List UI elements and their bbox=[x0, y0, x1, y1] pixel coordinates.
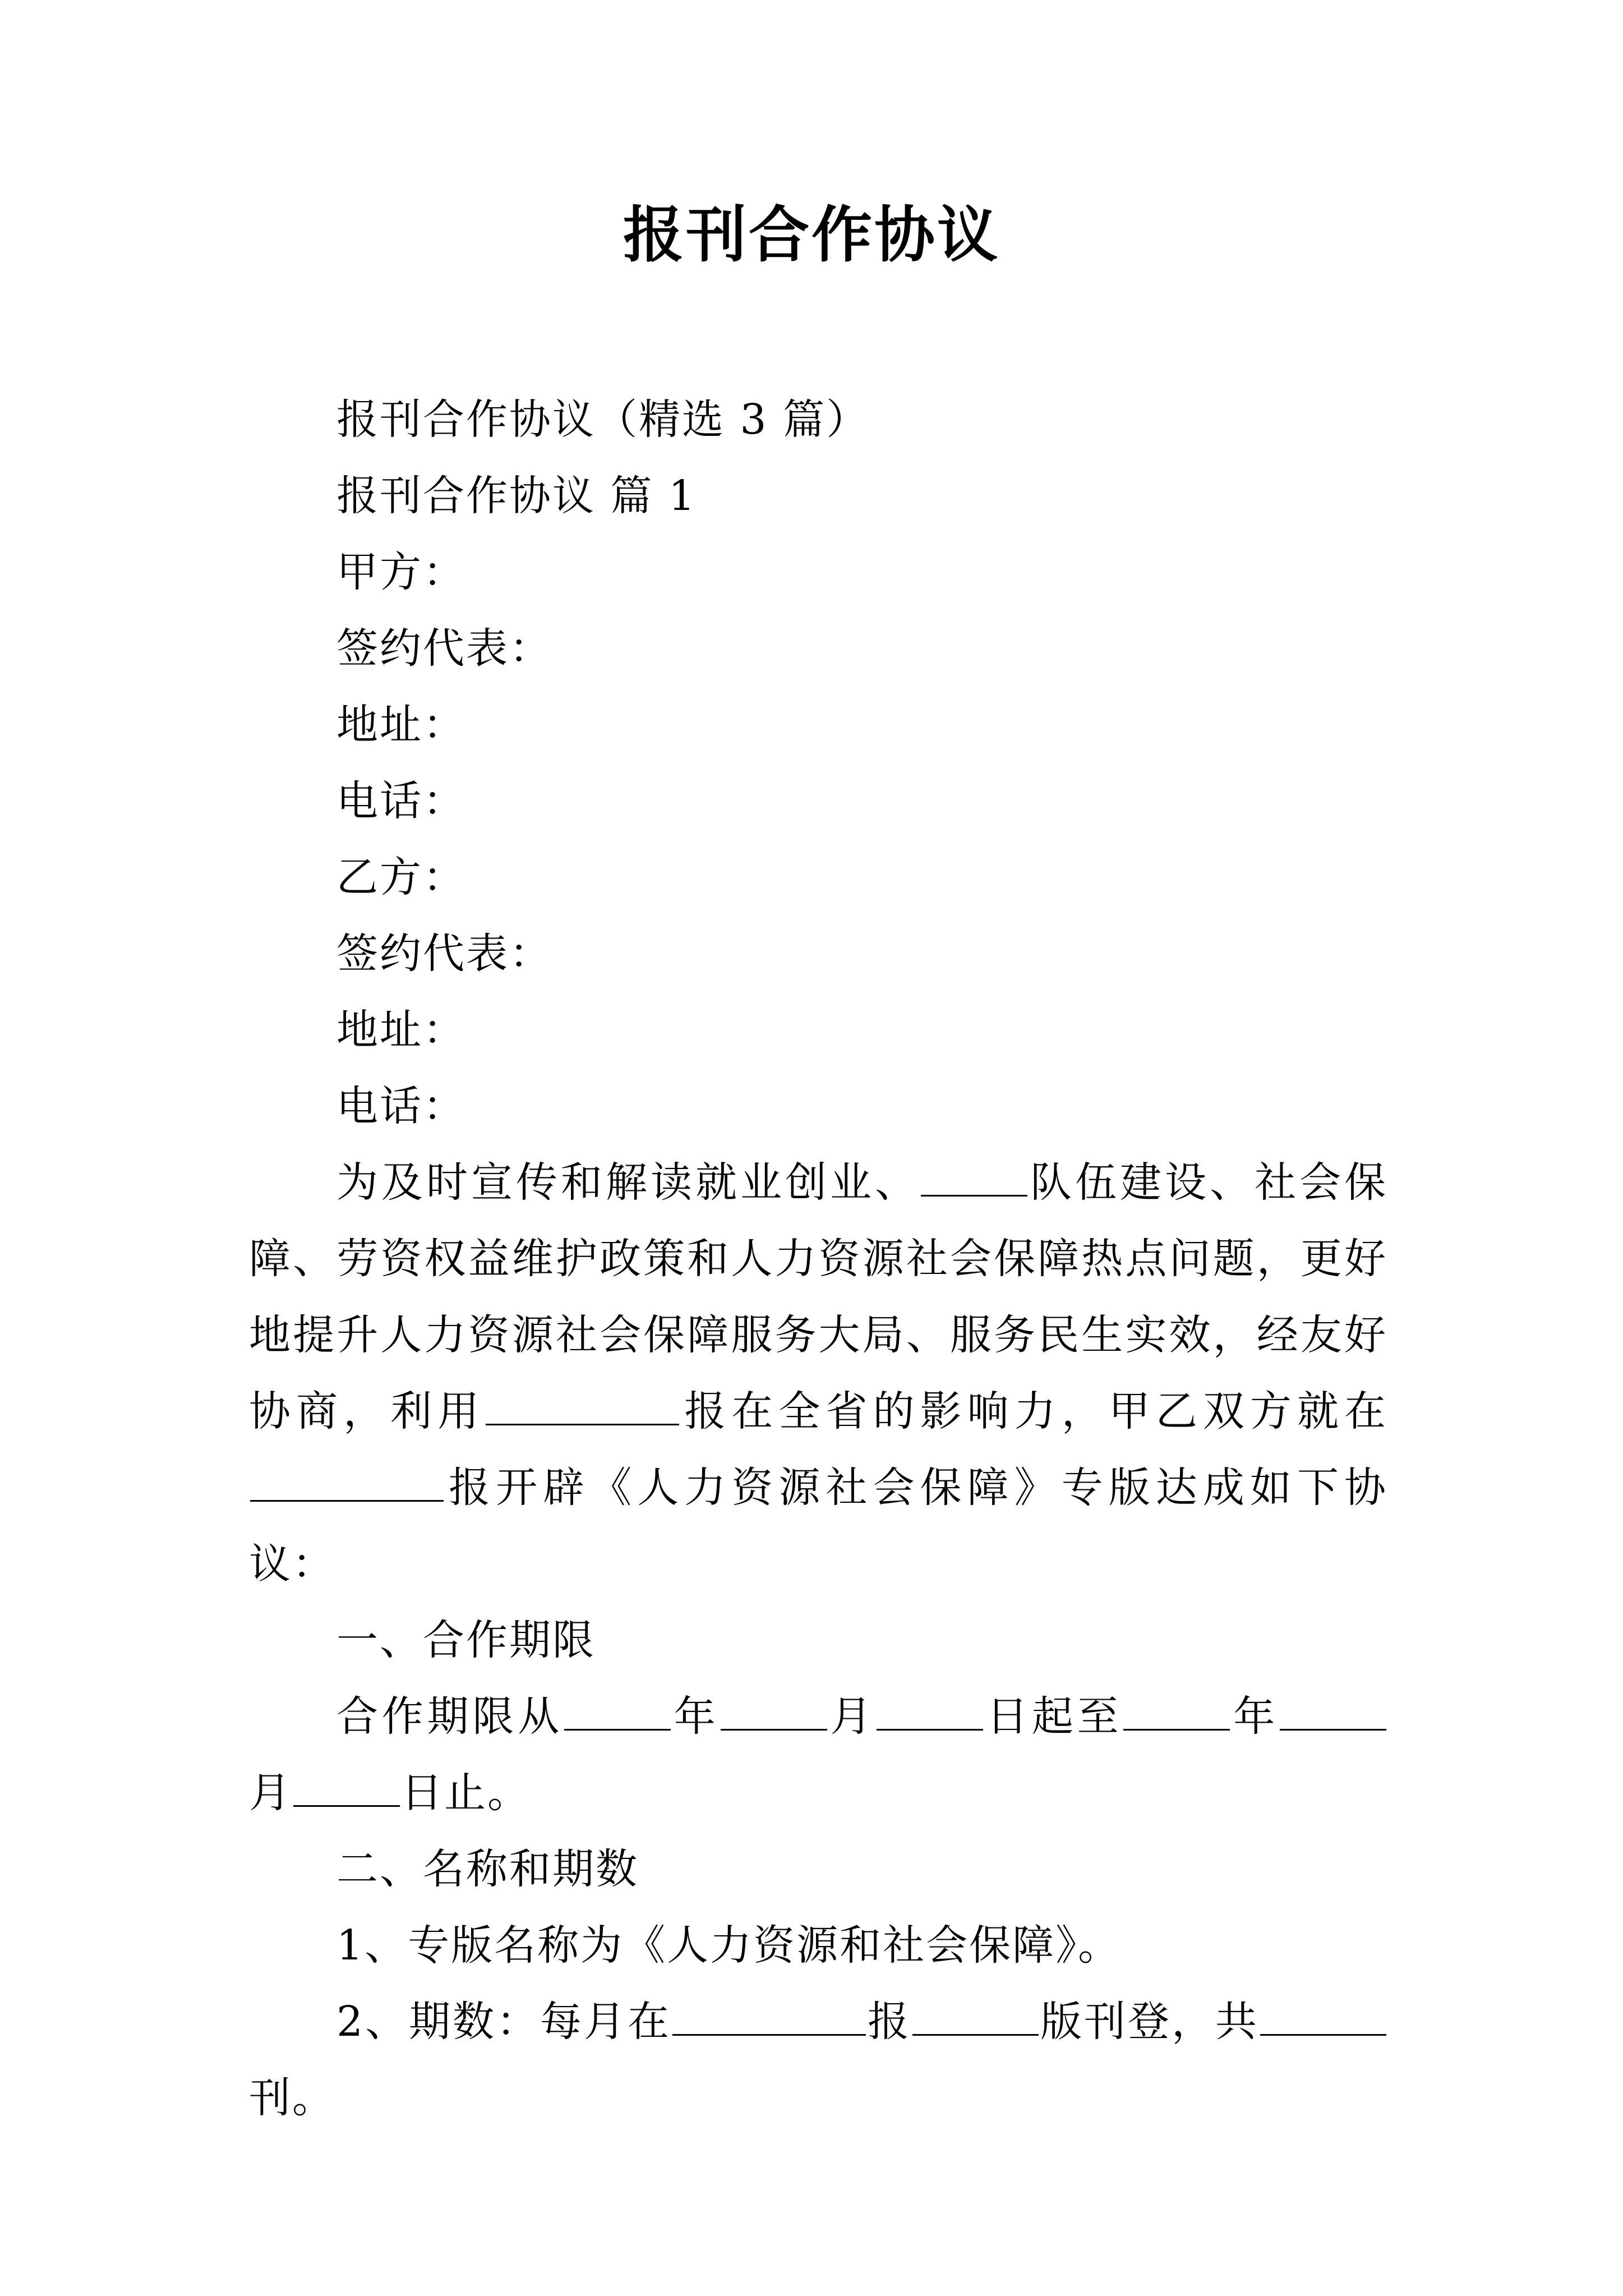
blank-field bbox=[1260, 2000, 1386, 2036]
issue-text-1: 2、期数：每月在 bbox=[336, 1998, 672, 2046]
party-a-phone: 电话： bbox=[336, 777, 466, 825]
blank-field bbox=[564, 1695, 671, 1731]
section2-heading: 二、名称和期数 bbox=[336, 1845, 639, 1893]
blank-field bbox=[912, 2000, 1039, 2036]
section1-heading: 一、合作期限 bbox=[336, 1616, 596, 1664]
intro-text-3: 报在全省的影响力，甲乙双方就在 bbox=[680, 1387, 1387, 1435]
party-a-label: 甲方： bbox=[336, 548, 466, 596]
blank-field bbox=[1123, 1695, 1230, 1731]
blank-field bbox=[721, 1695, 827, 1731]
section2-item1: 1、专版名称为《人力资源和社会保障》。 bbox=[336, 1921, 1122, 1970]
intro-text-2: 队伍建设、社会保障、劳资权益维护政策和人力资源社会保障热点问题，更好地提升人力资源社会保障服务大局、服务民生实效，经友好协商，利用 bbox=[249, 1158, 1387, 1435]
term-text-2: 年 bbox=[672, 1692, 720, 1741]
intro-text-4: 报开辟《人力资源社会保障》专版达成如下协议： bbox=[249, 1464, 1387, 1588]
intro-paragraph bbox=[249, 1144, 1387, 1602]
subtitle: 报刊合作协议（精选 3 篇） bbox=[336, 395, 870, 444]
blank-field bbox=[1280, 1695, 1386, 1731]
issue-text-4: 刊。 bbox=[249, 2074, 335, 2122]
section1-paragraph bbox=[249, 1678, 1387, 1831]
party-b-address: 地址： bbox=[336, 1006, 466, 1054]
term-text-1: 合作期限从 bbox=[336, 1692, 563, 1741]
term-text-5: 年 bbox=[1231, 1692, 1279, 1741]
term-text-7: 日止。 bbox=[401, 1769, 531, 1817]
document-body bbox=[249, 381, 1387, 2136]
term-text-4: 日起至 bbox=[984, 1692, 1123, 1741]
party-a-rep: 签约代表： bbox=[336, 624, 552, 673]
term-text-3: 月 bbox=[828, 1692, 876, 1741]
issue-text-3: 版刊登，共 bbox=[1040, 1998, 1260, 2046]
party-b-phone: 电话： bbox=[336, 1082, 466, 1130]
party-a-address: 地址： bbox=[336, 701, 466, 749]
blank-field bbox=[672, 2000, 866, 2036]
blank-field bbox=[293, 1772, 400, 1807]
party-b-label: 乙方： bbox=[336, 853, 466, 901]
blank-field bbox=[921, 1161, 1027, 1197]
intro-text-1: 为及时宣传和解读就业创业、 bbox=[336, 1158, 920, 1207]
party-b-rep: 签约代表： bbox=[336, 930, 552, 978]
blank-field bbox=[250, 1466, 444, 1502]
blank-field bbox=[877, 1695, 983, 1731]
issue-text-2: 报 bbox=[867, 1998, 912, 2046]
document-title: 报刊合作协议 bbox=[623, 200, 1000, 270]
blank-field bbox=[486, 1390, 679, 1425]
term-text-6: 月 bbox=[249, 1769, 292, 1817]
section2-item2 bbox=[249, 1984, 1387, 2136]
section-heading: 报刊合作协议 篇 1 bbox=[336, 472, 697, 520]
